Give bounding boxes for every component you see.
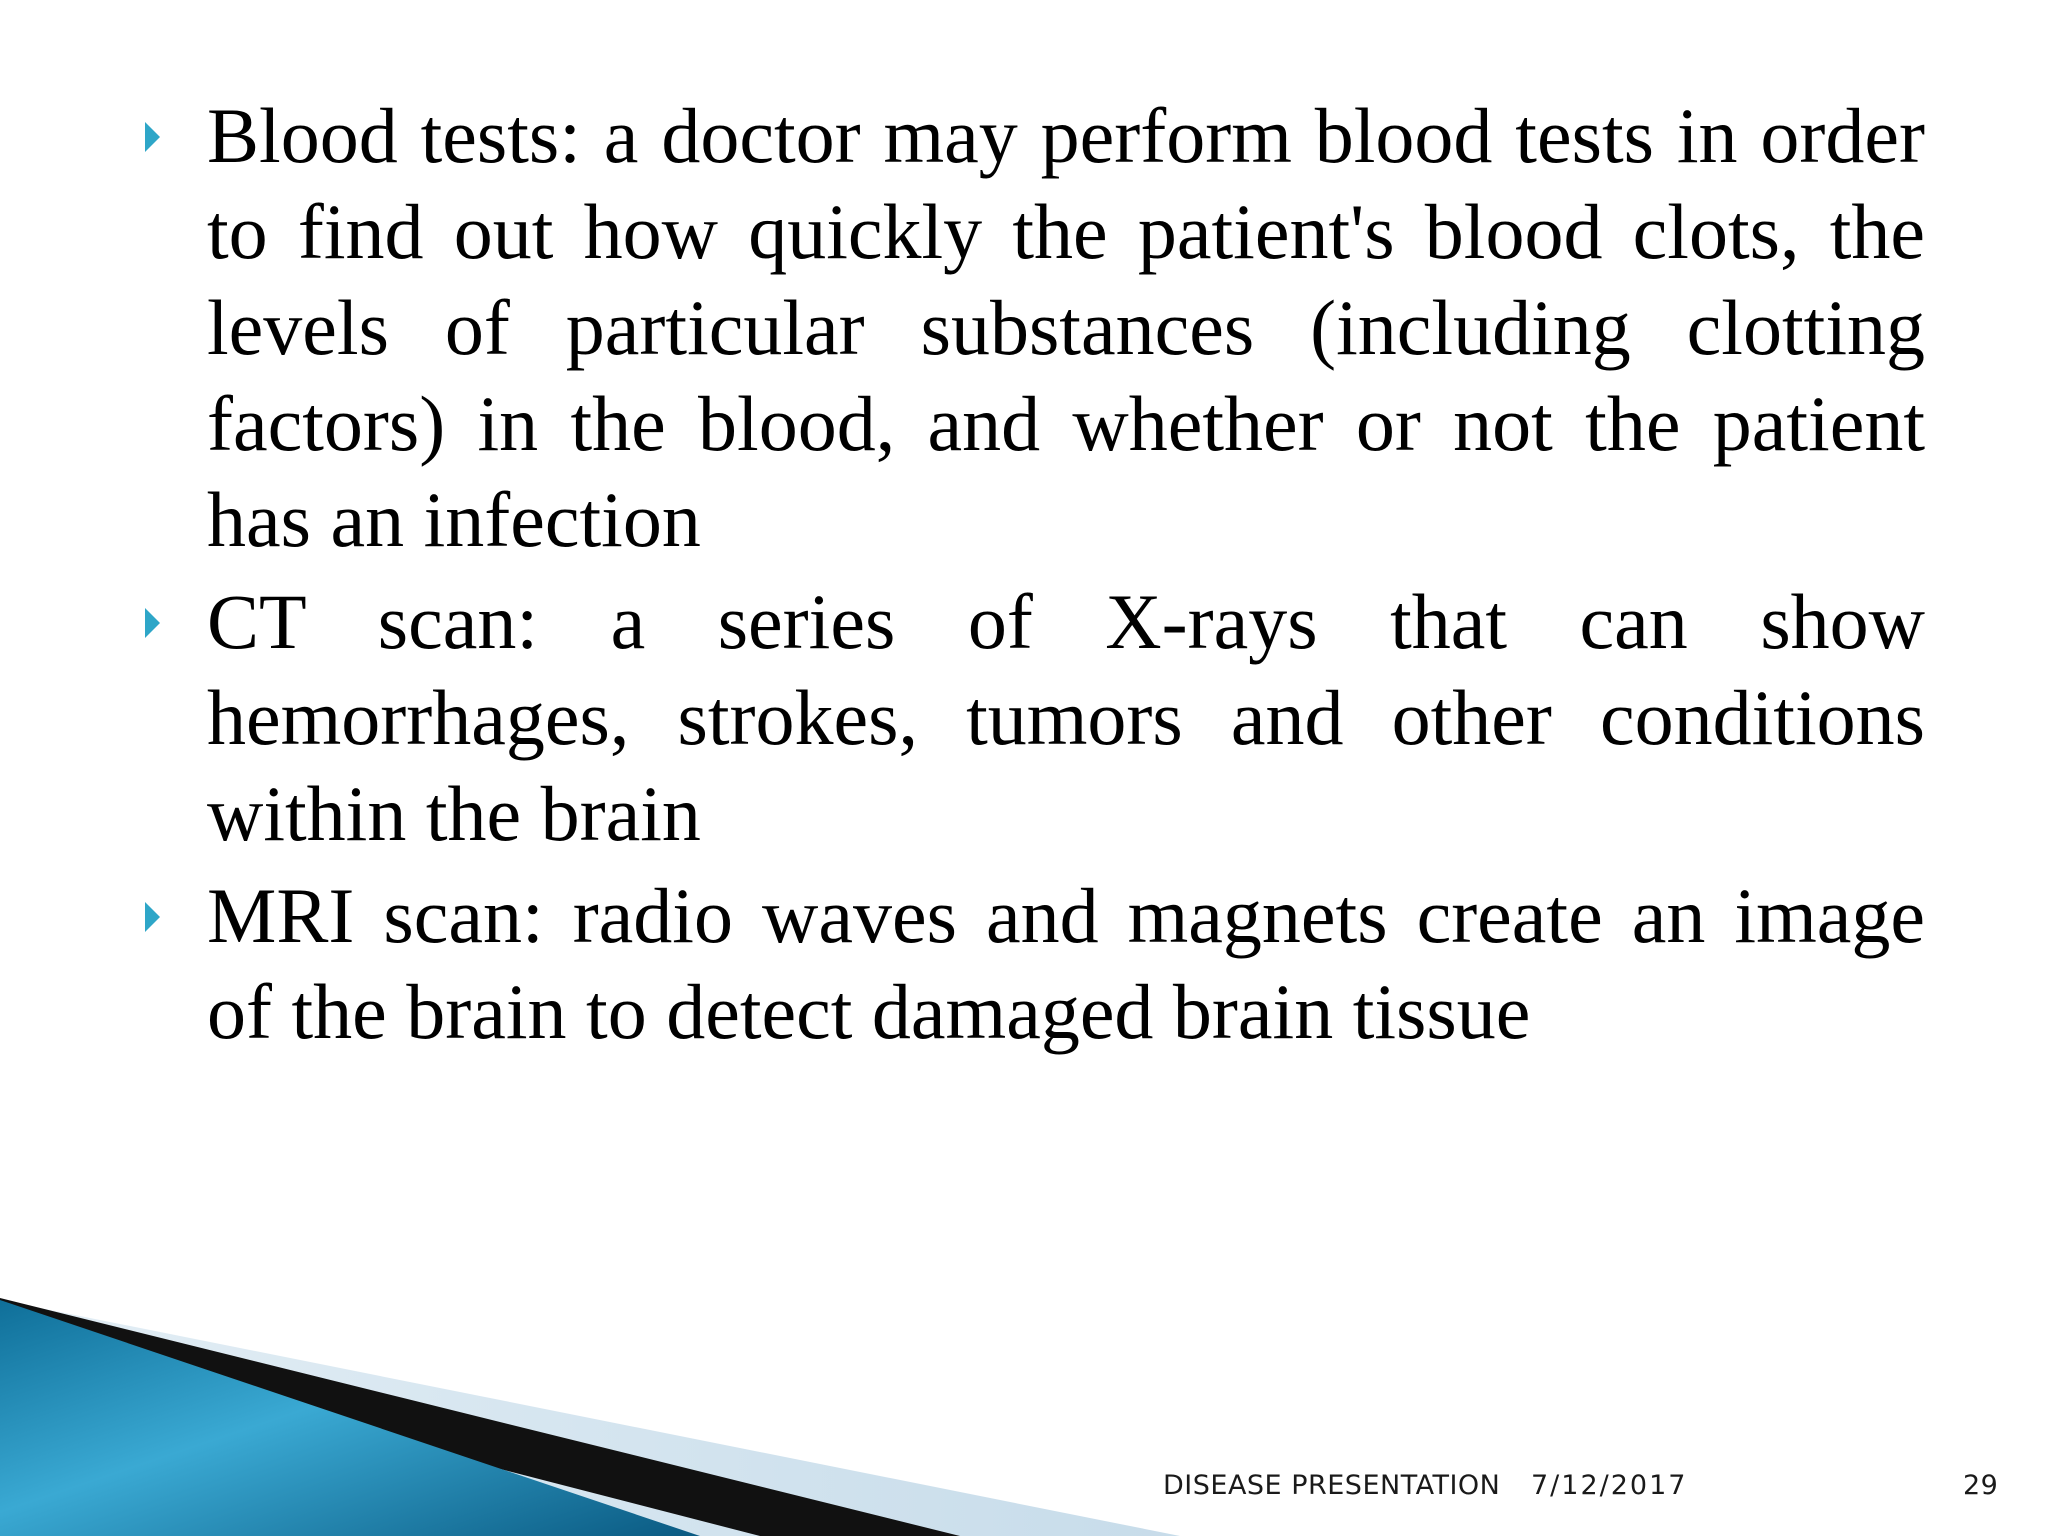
triangle-bullet-icon	[145, 902, 160, 932]
page-number: 29	[1963, 1470, 1999, 1501]
triangle-bullet-icon	[145, 122, 160, 152]
bullet-item-ct-scan	[145, 574, 1925, 862]
triangle-bullet-icon	[145, 608, 160, 638]
bullet-list	[145, 88, 1925, 1066]
footer-title: DISEASE PRESENTATION	[1163, 1470, 1501, 1501]
bullet-item-mri-scan	[145, 868, 1925, 1060]
bullet-text: MRI scan: radio waves and magnets create an image of the brain to detect damaged brain tissue	[207, 872, 1925, 1055]
bullet-item-blood-tests	[145, 88, 1925, 568]
footer-date: 7/12/2017	[1531, 1470, 1688, 1501]
bullet-text: Blood tests: a doctor may perform blood tests in order to find out how quickly the patient's blood clots, the levels of particular substances (including clotting factors) in the blood, and whether or not the patient has an infection	[207, 92, 1925, 563]
bullet-text: CT scan: a series of X-rays that can show hemorrhages, strokes, tumors and other conditions within the brain	[207, 578, 1925, 857]
